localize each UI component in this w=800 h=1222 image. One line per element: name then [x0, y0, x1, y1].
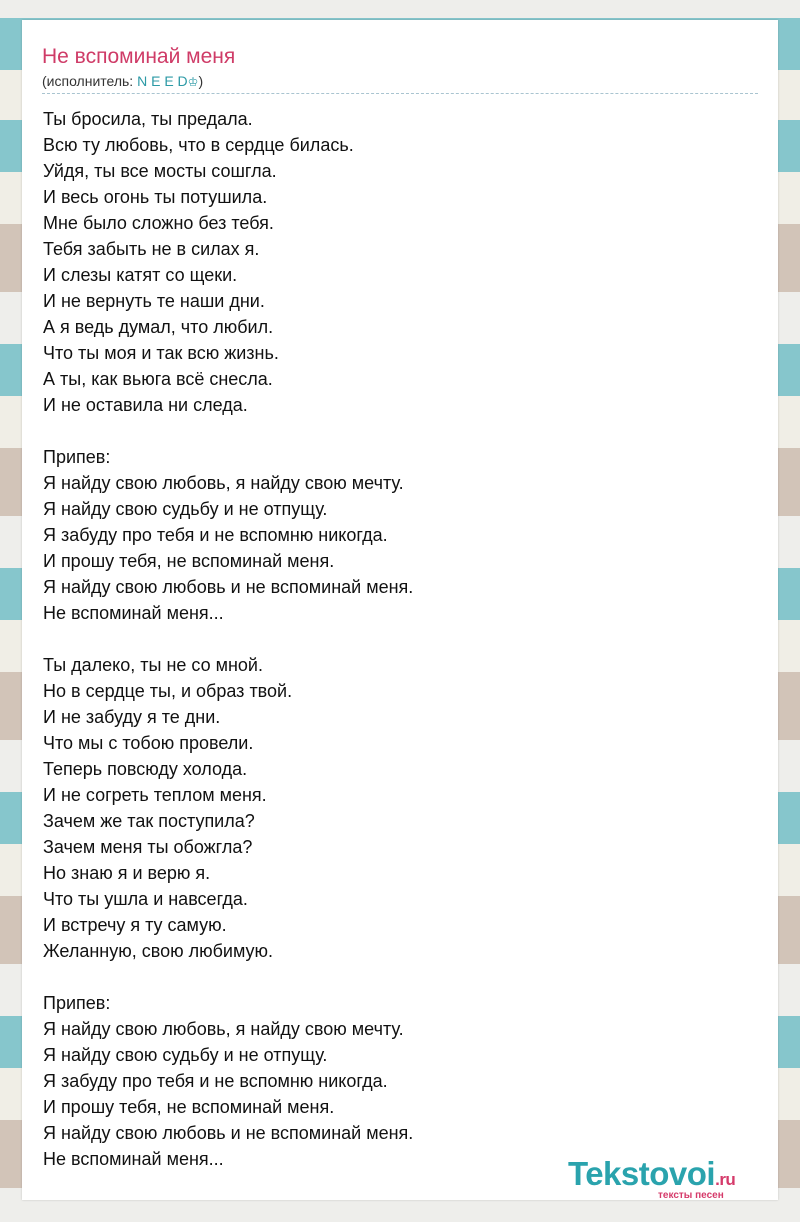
stanza-break	[43, 964, 743, 990]
lyric-line: И слезы катят со щеки.	[43, 265, 238, 285]
lyric-line: Всю ту любовь, что в сердце билась.	[43, 135, 354, 155]
crown-icon: ♔	[187, 75, 199, 89]
site-logo[interactable]	[568, 1154, 778, 1200]
lyric-line: Зачем меня ты обожгла?	[43, 837, 253, 857]
lyric-line: Припев:	[43, 993, 111, 1013]
lyric-line: И не забуду я те дни.	[43, 707, 221, 727]
artist-link[interactable]	[137, 73, 198, 89]
lyric-line: А я ведь думал, что любил.	[43, 317, 274, 337]
lyric-line: Припев:	[43, 447, 111, 467]
lyric-line: А ты, как вьюга всё снесла.	[43, 369, 273, 389]
lyric-line: Я найду свою судьбу и не отпущу.	[43, 1045, 328, 1065]
lyric-line: И не оставила ни следа.	[43, 395, 248, 415]
stanza-break	[43, 418, 743, 444]
lyric-line: И встречу я ту самую.	[43, 915, 227, 935]
song-title: Не вспоминай меня	[42, 45, 236, 68]
lyric-line: И не вернуть те наши дни.	[43, 291, 265, 311]
lyric-line: Я найду свою любовь и не вспоминай меня.	[43, 577, 414, 597]
lyric-line: Что ты ушла и навсегда.	[43, 889, 248, 909]
lyric-line: Что ты моя и так всю жизнь.	[43, 343, 279, 363]
lyrics-card	[22, 20, 778, 1200]
artist-name: N E E D	[137, 73, 188, 89]
lyric-line: Я найду свою любовь, я найду свою мечту.	[43, 473, 404, 493]
lyric-line: И весь огонь ты потушила.	[43, 187, 268, 207]
artist-prefix: (исполнитель:	[42, 73, 138, 89]
logo-tld: .ru	[715, 1170, 736, 1189]
logo-name: Tekstovoi	[568, 1155, 716, 1192]
lyric-line: Уйдя, ты все мосты сошгла.	[43, 161, 277, 181]
lyric-line: Желанную, свою любимую.	[43, 941, 274, 961]
lyric-line: Теперь повсюду холода.	[43, 759, 248, 779]
lyric-line: Я забуду про тебя и не вспомню никогда.	[43, 525, 388, 545]
lyric-line: Я забуду про тебя и не вспомню никогда.	[43, 1071, 388, 1091]
artist-suffix: )	[198, 73, 204, 89]
logo-tagline: тексты песен	[658, 1190, 724, 1201]
lyric-line: Я найду свою любовь и не вспоминай меня.	[43, 1123, 414, 1143]
lyric-line: И не согреть теплом меня.	[43, 785, 267, 805]
lyrics-text	[43, 106, 743, 1172]
lyric-line: И прошу тебя, не вспоминай меня.	[43, 1097, 335, 1117]
lyric-line: Зачем же так поступила?	[43, 811, 255, 831]
lyric-line: Ты бросила, ты предала.	[43, 109, 253, 129]
artist-line	[42, 72, 758, 94]
lyric-line: Не вспоминай меня...	[43, 603, 224, 623]
lyric-line: Но в сердце ты, и образ твой.	[43, 681, 293, 701]
lyric-line: Я найду свою судьбу и не отпущу.	[43, 499, 328, 519]
lyric-line: Не вспоминай меня...	[43, 1149, 224, 1169]
lyric-line: Но знаю я и верю я.	[43, 863, 211, 883]
lyric-line: Тебя забыть не в силах я.	[43, 239, 260, 259]
lyric-line: Ты далеко, ты не со мной.	[43, 655, 263, 675]
lyric-line: Что мы с тобою провели.	[43, 733, 254, 753]
stanza-break	[43, 626, 743, 652]
lyric-line: Мне было сложно без тебя.	[43, 213, 274, 233]
lyric-line: Я найду свою любовь, я найду свою мечту.	[43, 1019, 404, 1039]
lyric-line: И прошу тебя, не вспоминай меня.	[43, 551, 335, 571]
